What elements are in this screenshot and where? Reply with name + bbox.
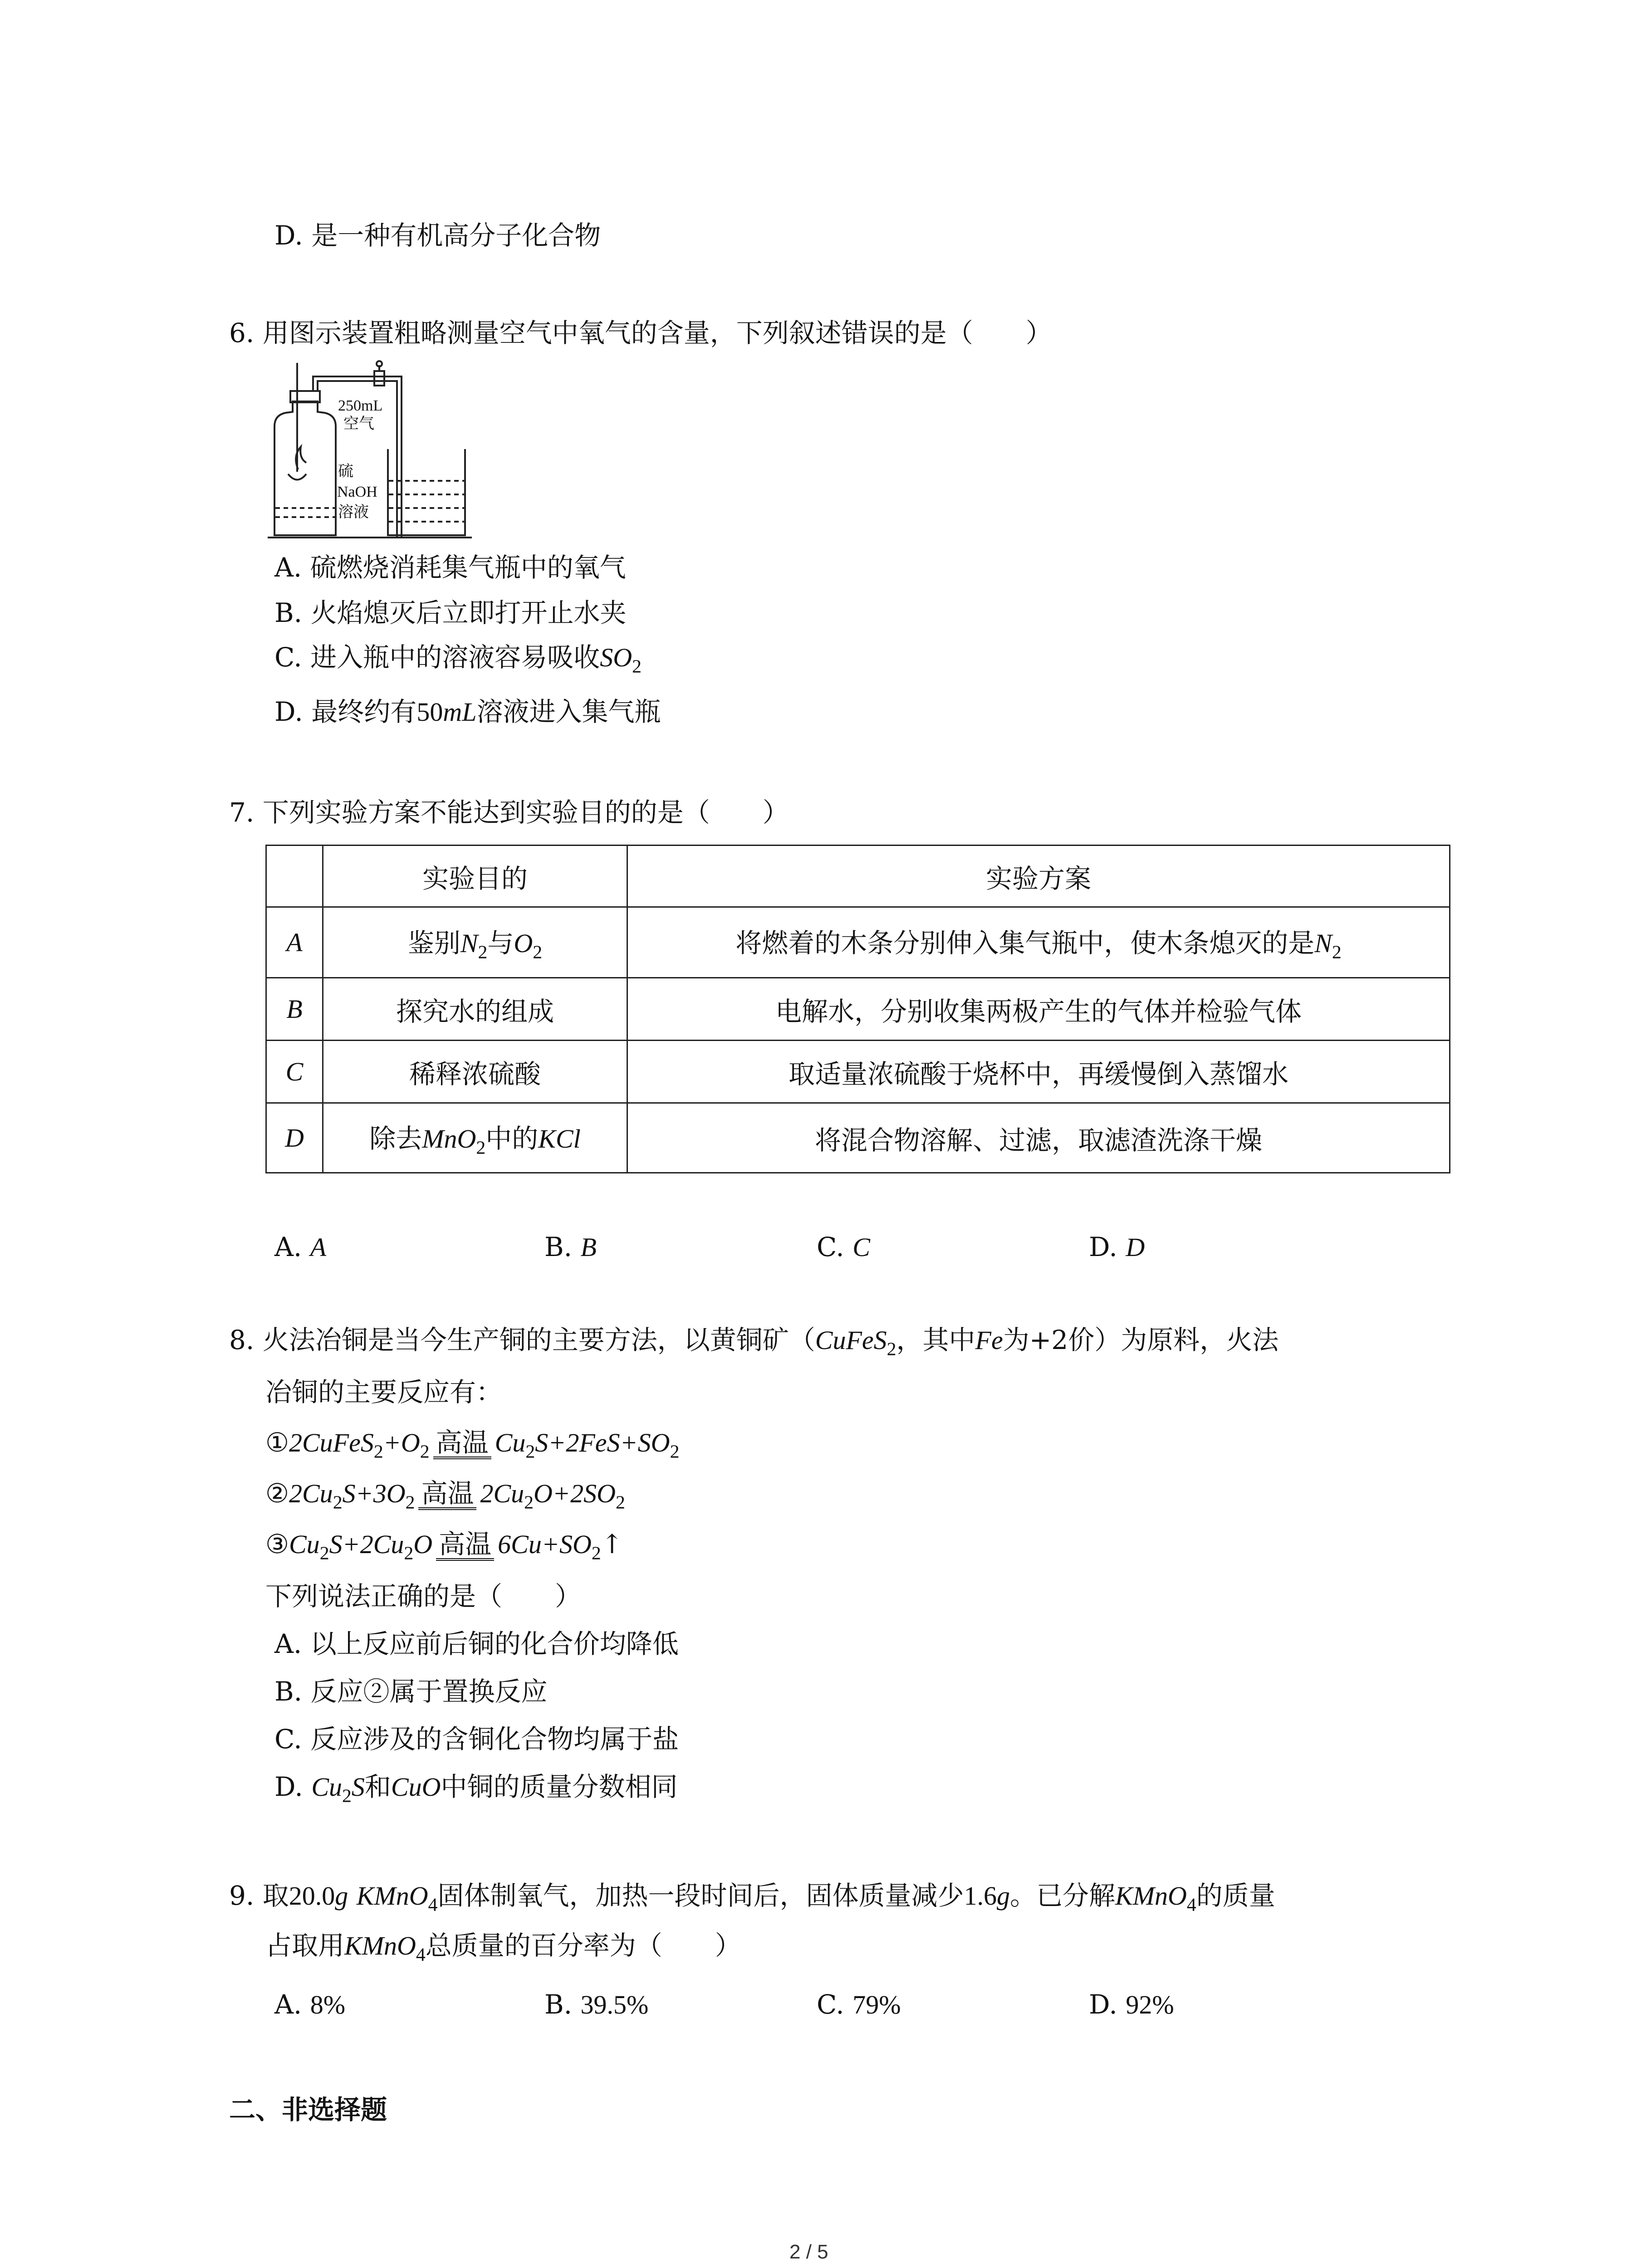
- row-purpose: 除去MnO$_2$中的KCl: [323, 1103, 627, 1173]
- fig-label-air: 空气: [343, 415, 374, 433]
- q9-option-b: B. 39.5%: [544, 1989, 649, 2020]
- reaction-condition: 高温: [436, 1530, 494, 1561]
- q7-option-b: B. B: [544, 1232, 597, 1262]
- q7-option-d: D. D: [1089, 1232, 1145, 1262]
- q5-option-d: D. 是一种有机高分子化合物: [274, 220, 601, 251]
- q6-option-c: C. 进入瓶中的溶液容易吸收$SO_2$: [274, 642, 642, 677]
- q6-option-a: A. 硫燃烧消耗集气瓶中的氧气: [274, 552, 626, 583]
- q8-option-c: C. 反应涉及的含铜化合物均属于盐: [274, 1724, 679, 1755]
- reaction-condition: 高温: [433, 1429, 491, 1459]
- q8-stem-line2: 冶铜的主要反应有：: [265, 1377, 503, 1408]
- q9-option-a: A. 8%: [274, 1989, 346, 2020]
- q6-apparatus-figure: [265, 358, 474, 549]
- table-header-row: [266, 846, 1450, 907]
- q9-option-c: C. 79%: [817, 1989, 901, 2020]
- row-plan: 取适量浓硫酸于烧杯中，再缓慢倒入蒸馏水: [627, 1041, 1450, 1103]
- q8-option-a: A. 以上反应前后铜的化合价均降低: [274, 1628, 679, 1659]
- table-header-purpose: 实验目的: [323, 846, 627, 907]
- row-purpose: 稀释浓硫酸: [323, 1041, 627, 1103]
- row-key: D: [266, 1103, 323, 1173]
- fig-label-sulfur: 硫: [338, 462, 353, 480]
- section-heading: 二、非选择题: [229, 2094, 387, 2125]
- fig-label-250ml: 250mL: [338, 397, 383, 414]
- q8-question: 下列说法正确的是（ ）: [265, 1581, 582, 1612]
- q8-reaction-2: $②2Cu_2S+3O_2$ 高温 $2Cu_2O+2SO_2$: [265, 1478, 625, 1513]
- table-header-empty: [266, 846, 323, 907]
- fig-label-naoh: NaOH: [337, 484, 377, 500]
- row-key: C: [266, 1041, 323, 1103]
- fig-label-solution: 溶液: [338, 503, 369, 521]
- q7-option-c: C. C: [817, 1232, 870, 1262]
- row-purpose: 鉴别$N_2$与$O_2$: [323, 907, 627, 978]
- table-header-plan: 实验方案: [627, 846, 1450, 907]
- row-key: B: [266, 978, 323, 1041]
- q8-stem-line1: 8. 火法冶铜是当今生产铜的主要方法，以黄铜矿（CuFeS$_2$，其中Fe为+2价）为原料，火法: [229, 1325, 1279, 1360]
- table-row: [266, 1103, 1450, 1173]
- q6-option-d: D. 最终约有50mL溶液进入集气瓶: [274, 696, 661, 727]
- q6-stem: 6. 用图示装置粗略测量空气中氧气的含量，下列叙述错误的是（ ）: [229, 318, 1052, 348]
- q7-option-a: A. A: [274, 1232, 327, 1262]
- row-plan: 将混合物溶解、过滤，取滤渣洗涤干燥: [627, 1103, 1450, 1173]
- row-plan: 将燃着的木条分别伸入集气瓶中，使木条熄灭的是$N_2$: [627, 907, 1450, 978]
- q8-reaction-1: $①2CuFeS_2+O_2$ 高温 $Cu_2S+2FeS+SO_2$: [265, 1427, 680, 1462]
- q9-option-d: D. 92%: [1089, 1989, 1174, 2020]
- row-key: A: [266, 907, 323, 978]
- row-plan: 电解水，分别收集两极产生的气体并检验气体: [627, 978, 1450, 1041]
- q8-reaction-3: $③Cu_2S+2Cu_2O$ 高温 $6Cu+SO_2↑$: [265, 1529, 623, 1564]
- reaction-condition: 高温: [418, 1480, 476, 1510]
- table-row: [266, 907, 1450, 978]
- q8-option-d: D. $Cu_2S$和CuO中铜的质量分数相同: [274, 1771, 678, 1807]
- table-row: [266, 1041, 1450, 1103]
- q9-stem-line2: 占取用KMnO$_4$总质量的百分率为（ ）: [265, 1930, 741, 1965]
- q7-experiment-table: [265, 845, 1450, 1173]
- q8-option-b: B. 反应②属于置换反应: [274, 1676, 548, 1707]
- gas-arrow-icon: ↑: [601, 1529, 623, 1559]
- table-row: [266, 978, 1450, 1041]
- q6-option-b: B. 火焰熄灭后立即打开止水夹: [274, 597, 627, 628]
- q9-stem-line1: 9. 取20.0g KMnO$_4$固体制氧气，加热一段时间后，固体质量减少1.6g。已分解KMnO$_4$的质量: [229, 1880, 1275, 1916]
- page-number: 2 / 5: [789, 2241, 828, 2263]
- row-purpose: 探究水的组成: [323, 978, 627, 1041]
- q7-stem: 7. 下列实验方案不能达到实验目的的是（ ）: [229, 797, 789, 828]
